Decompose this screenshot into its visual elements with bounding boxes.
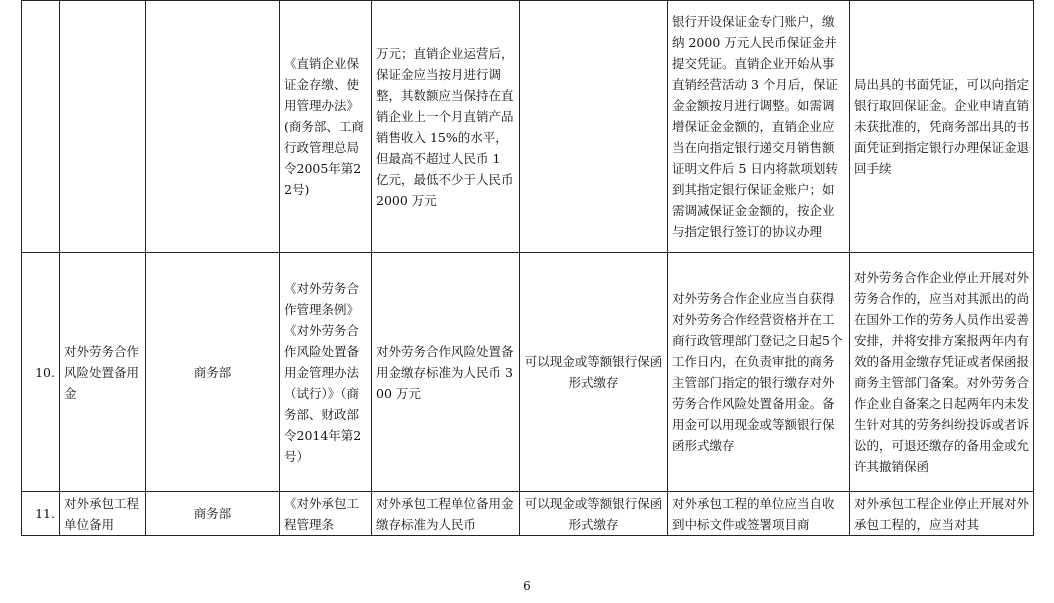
department [146, 1, 280, 253]
table-row [22, 253, 1034, 492]
department: 商务部 [146, 253, 280, 492]
department: 商务部 [146, 492, 280, 536]
row-index: 11. [22, 492, 60, 536]
page-number: 6 [523, 579, 531, 593]
deposit-method: 可以现金或等额银行保函形式缴存 [520, 492, 668, 536]
item-name: 对外劳务合作风险处置备用金 [60, 253, 146, 492]
refund-conditions: 对外劳务合作企业停止开展对外劳务合作的，应当对其派出的尚在国外工作的劳务人员作出妥善安排，并将安排方案报两年内有效的备用金缴存凭证或者保函报商务主管部门备案。对外劳务合作企业自备案之日起两年内未发生针对其的劳务纠纷投诉或者诉讼的，可退还缴存的备用金或允许其撤销保函 [850, 253, 1034, 492]
item-name [60, 1, 146, 253]
deposit-standard: 对外承包工程单位备用金缴存标准为人民币 [372, 492, 520, 536]
legal-basis: 《对外承包工程管理条 [280, 492, 372, 536]
row-index [22, 1, 60, 253]
deposit-procedure: 对外承包工程的单位应当自收到中标文件或签署项目商 [668, 492, 850, 536]
item-name: 对外承包工程单位备用 [60, 492, 146, 536]
deposit-standard: 对外劳务合作风险处置备用金缴存标准为人民币 300 万元 [372, 253, 520, 492]
legal-basis: 《对外劳务合作管理条例》《对外劳务合作风险处置备用金管理办法（试行）》（商务部、财政部令2014年第2号） [280, 253, 372, 492]
refund-conditions: 对外承包工程企业停止开展对外承包工程的，应当对其 [850, 492, 1034, 536]
table-row [22, 492, 1034, 536]
deposit-method: 可以现金或等额银行保函形式缴存 [520, 253, 668, 492]
deposit-method [520, 1, 668, 253]
deposit-procedure: 银行开设保证金专门账户，缴纳 2000 万元人民币保证金并提交凭证。直销企业开始从事直销经营活动 3 个月后，保证金金额按月进行调整。如需调增保证金金额的，直销企业应当在向指定银行递交月销售额证明文件后 5 日内将款项划转到其指定银行保证金账户；如需调减保证金金额的，按企业与指定银行签订的协议办理 [668, 1, 850, 253]
deposit-procedure: 对外劳务合作企业应当自获得对外劳务合作经营资格并在工商行政管理部门登记之日起5个工作日内，在负责审批的商务主管部门指定的银行缴存对外劳务合作风险处置备用金。备用金可以用现金或等额银行保函形式缴存 [668, 253, 850, 492]
refund-conditions: 局出具的书面凭证，可以向指定银行取回保证金。企业申请直销未获批准的，凭商务部出具的书面凭证到指定银行办理保证金退回手续 [850, 1, 1034, 253]
table-row [22, 1, 1034, 253]
row-index: 10. [22, 253, 60, 492]
legal-basis: 《直销企业保证金存缴、使用管理办法》(商务部、工商行政管理总局令2005年第22号) [280, 1, 372, 253]
fees-table [21, 0, 1034, 536]
deposit-standard: 万元；直销企业运营后，保证金应当按月进行调整，其数额应当保持在直销企业上一个月直销产品销售收入 15%的水平，但最高不超过人民币 1 亿元，最低不少于人民币 2000 万元 [372, 1, 520, 253]
